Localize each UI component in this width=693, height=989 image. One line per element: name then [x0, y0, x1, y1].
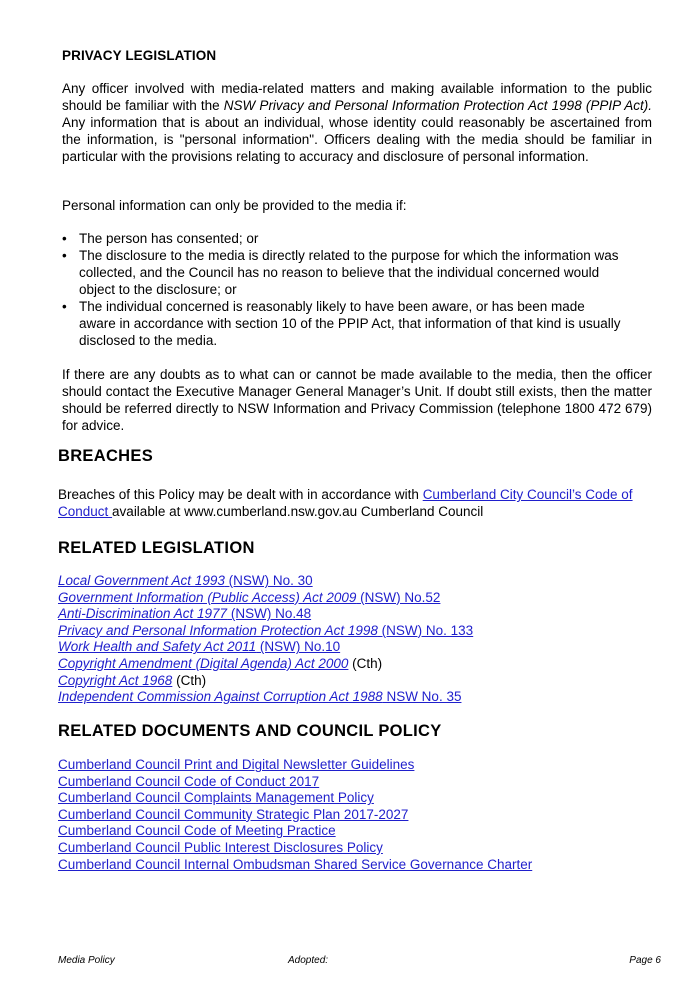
- list-item-text: The individual concerned is reasonably likely to have been aware, or has been made aware in accordance with section 10 of the PPIP Act, that information of that kind is usually disclosed to the media.: [79, 299, 621, 348]
- breaches-paragraph: [58, 486, 658, 520]
- documents-list: [58, 757, 658, 873]
- privacy-paragraph-3: If there are any doubts as to what can or cannot be made available to the media, then the officer should contact the Executive Manager General Manager’s Unit. If doubt still exists, then the matter should be referred directly to NSW Information and Privacy Commission (telephone 1800 472 679) for advice.: [62, 367, 652, 433]
- legislation-item: [58, 689, 658, 706]
- legislation-act-suffix: (NSW) No. 133: [377, 622, 474, 638]
- legislation-link[interactable]: [58, 656, 348, 671]
- document-link[interactable]: Cumberland Council Public Interest Disclosures Policy: [58, 839, 383, 855]
- document-link[interactable]: Cumberland Council Print and Digital Newsletter Guidelines: [58, 757, 415, 772]
- privacy-paragraph-2: Personal information can only be provided to the media if:: [62, 198, 407, 213]
- legislation-act-name: Copyright Amendment (Digital Agenda) Act 2000: [58, 655, 349, 671]
- legislation-item: [58, 606, 658, 623]
- breaches-text-b: available at www.cumberland.nsw.gov.au Cumberland Council: [112, 504, 484, 519]
- document-item: [58, 807, 658, 824]
- legislation-act-suffix: (NSW) No. 30: [224, 573, 313, 588]
- conditions-list: [62, 230, 622, 349]
- legislation-link[interactable]: [58, 639, 340, 654]
- breaches-text-a: Breaches of this Policy may be dealt with in accordance with: [58, 487, 423, 502]
- document-item: [58, 757, 658, 774]
- document-item: [58, 790, 658, 807]
- privacy-heading: PRIVACY LEGISLATION: [62, 48, 217, 63]
- legislation-act-name: Local Government Act 1993: [58, 573, 225, 588]
- document-link[interactable]: Cumberland Council Complaints Management Policy: [58, 790, 374, 806]
- legislation-act-suffix: (Cth): [172, 672, 207, 688]
- bullet-icon: •: [62, 248, 67, 263]
- footer-document-title: Media Policy: [58, 955, 115, 966]
- legislation-item: [58, 623, 658, 640]
- privacy-p1-text-a: Any officer involved with media-related matters and making available information to the public should be familiar with the: [62, 81, 652, 113]
- legislation-act-name: Government Information (Public Access) Act 2009: [58, 589, 357, 605]
- legislation-link[interactable]: [58, 673, 172, 688]
- document-item: [58, 840, 658, 857]
- document-item: [58, 857, 658, 874]
- legislation-act-suffix: NSW No. 35: [382, 689, 462, 705]
- document-link[interactable]: Cumberland Council Community Strategic Plan 2017-2027: [58, 806, 409, 822]
- legislation-act-name: Anti-Discrimination Act 1977: [58, 606, 228, 622]
- bullet-icon: •: [62, 299, 67, 314]
- list-item-text: The disclosure to the media is directly related to the purpose for which the information was collected, and the Council has no reason to believe that the individual concerned would object to the disclosure; or: [79, 248, 619, 297]
- document-link[interactable]: Cumberland Council Code of Conduct 2017: [58, 773, 320, 789]
- bullet-icon: •: [62, 231, 67, 246]
- privacy-act-italic: NSW Privacy and Personal Information Protection Act 1998 (PPIP Act).: [223, 98, 652, 113]
- legislation-act-name: Independent Commission Against Corruption Act 1988: [58, 689, 383, 705]
- legislation-link[interactable]: [58, 573, 313, 588]
- list-item: [62, 247, 622, 298]
- legislation-link[interactable]: [58, 689, 461, 704]
- code-of-conduct-link[interactable]: Cumberland City Council’s Code of Conduct: [58, 487, 633, 519]
- legislation-item: [58, 590, 658, 607]
- footer-page-number: Page 6: [629, 955, 661, 966]
- legislation-act-suffix: (NSW) No.48: [227, 606, 312, 622]
- legislation-act-suffix: (NSW) No.10: [256, 639, 341, 655]
- document-link[interactable]: Cumberland Council Internal Ombudsman Shared Service Governance Charter: [58, 856, 533, 872]
- legislation-link[interactable]: [58, 623, 473, 638]
- legislation-act-suffix: (NSW) No.52: [356, 589, 441, 605]
- legislation-item: [58, 656, 658, 673]
- legislation-act-suffix: (Cth): [348, 655, 383, 671]
- privacy-p1-text-b: Any information that is about an individual, whose identity could reasonably be ascertained from the information, is "personal information". Officers dealing with the media should be familiar in particular with the provisions relating to accuracy and disclosure of personal information.: [62, 115, 652, 164]
- legislation-act-name: Copyright Act 1968: [58, 672, 173, 688]
- breaches-heading: BREACHES: [58, 447, 153, 465]
- document-item: [58, 823, 658, 840]
- legislation-act-name: Work Health and Safety Act 2011: [58, 639, 257, 655]
- list-item: [62, 298, 622, 349]
- legislation-item: [58, 639, 658, 656]
- privacy-paragraph-1: [62, 80, 652, 165]
- related-legislation-heading: RELATED LEGISLATION: [58, 539, 255, 557]
- legislation-item: [58, 673, 658, 690]
- legislation-act-name: Privacy and Personal Information Protection Act 1998: [58, 622, 378, 638]
- footer-adopted: Adopted:: [288, 955, 329, 966]
- document-link[interactable]: Cumberland Council Code of Meeting Practice: [58, 823, 336, 839]
- legislation-list: [58, 573, 658, 706]
- list-item-text: The person has consented; or: [79, 231, 259, 246]
- related-documents-heading: RELATED DOCUMENTS AND COUNCIL POLICY: [58, 722, 442, 740]
- document-item: [58, 774, 658, 791]
- list-item: [62, 230, 622, 247]
- legislation-link[interactable]: [58, 590, 440, 605]
- legislation-link[interactable]: [58, 606, 311, 621]
- legislation-item: [58, 573, 658, 590]
